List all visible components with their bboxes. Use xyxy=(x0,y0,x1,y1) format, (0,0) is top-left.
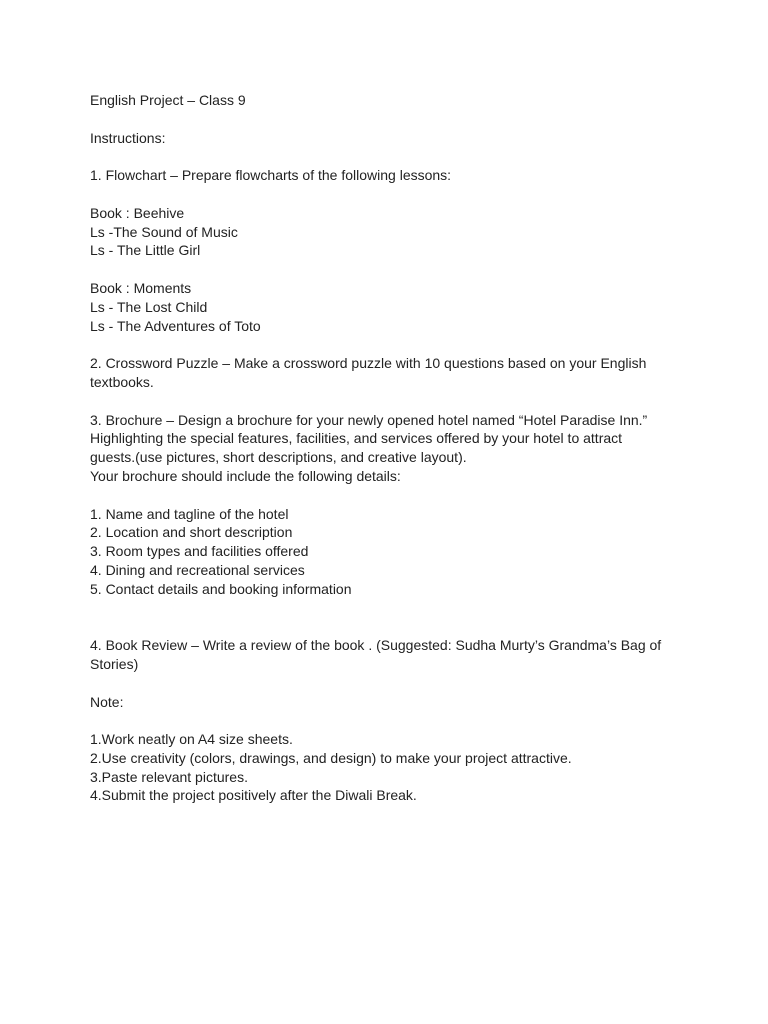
note-item: 1.Work neatly on A4 size sheets. xyxy=(90,731,293,748)
note-item: 4.Submit the project positively after the Diwali Break. xyxy=(90,787,417,804)
spacer xyxy=(90,617,690,636)
crossword-text: 2. Crossword Puzzle – Make a crossword puzzle with 10 questions based on your English xyxy=(90,355,647,372)
note-item: 2.Use creativity (colors, drawings, and design) to make your project attractive. xyxy=(90,749,572,766)
book-review-text: Stories) xyxy=(90,655,139,672)
brochure-text: 3. Brochure – Design a brochure for your newly opened hotel named “Hotel Paradise Inn.” xyxy=(90,411,648,428)
brochure-item: 3. Room types and facilities offered xyxy=(90,543,309,560)
spacer xyxy=(90,392,690,411)
spacer xyxy=(90,599,690,618)
brochure-text: guests.(use pictures, short descriptions, and creative layout). xyxy=(90,449,467,466)
spacer xyxy=(90,260,690,279)
document-body xyxy=(90,91,690,805)
moments-lesson: Ls - The Adventures of Toto xyxy=(90,317,261,334)
beehive-lesson: Ls - The Little Girl xyxy=(90,242,201,259)
crossword-text: textbooks. xyxy=(90,373,154,390)
spacer xyxy=(90,147,690,166)
moments-lesson: Ls - The Lost Child xyxy=(90,298,208,315)
beehive-book: Book : Beehive xyxy=(90,204,185,221)
spacer xyxy=(90,486,690,505)
note-item: 3.Paste relevant pictures. xyxy=(90,768,248,785)
brochure-item: 1. Name and tagline of the hotel xyxy=(90,505,289,522)
flowchart-heading: 1. Flowchart – Prepare flowcharts of the following lessons: xyxy=(90,167,452,184)
book-review-text: 4. Book Review – Write a review of the book . (Suggested: Sudha Murty’s Grandma’s Bag of xyxy=(90,637,662,654)
beehive-lesson: Ls -The Sound of Music xyxy=(90,223,238,240)
note-heading: Note: xyxy=(90,693,124,710)
brochure-item: 4. Dining and recreational services xyxy=(90,561,305,578)
instructions-heading: Instructions: xyxy=(90,129,166,146)
spacer xyxy=(90,711,690,730)
brochure-item: 2. Location and short description xyxy=(90,524,293,541)
spacer xyxy=(90,335,690,354)
spacer xyxy=(90,110,690,129)
moments-book: Book : Moments xyxy=(90,279,192,296)
brochure-text: Your brochure should include the following details: xyxy=(90,467,401,484)
spacer xyxy=(90,674,690,693)
brochure-text: Highlighting the special features, facilities, and services offered by your hotel to attract xyxy=(90,430,623,447)
brochure-item: 5. Contact details and booking information xyxy=(90,580,352,597)
spacer xyxy=(90,185,690,204)
document-title: English Project – Class 9 xyxy=(90,92,246,108)
